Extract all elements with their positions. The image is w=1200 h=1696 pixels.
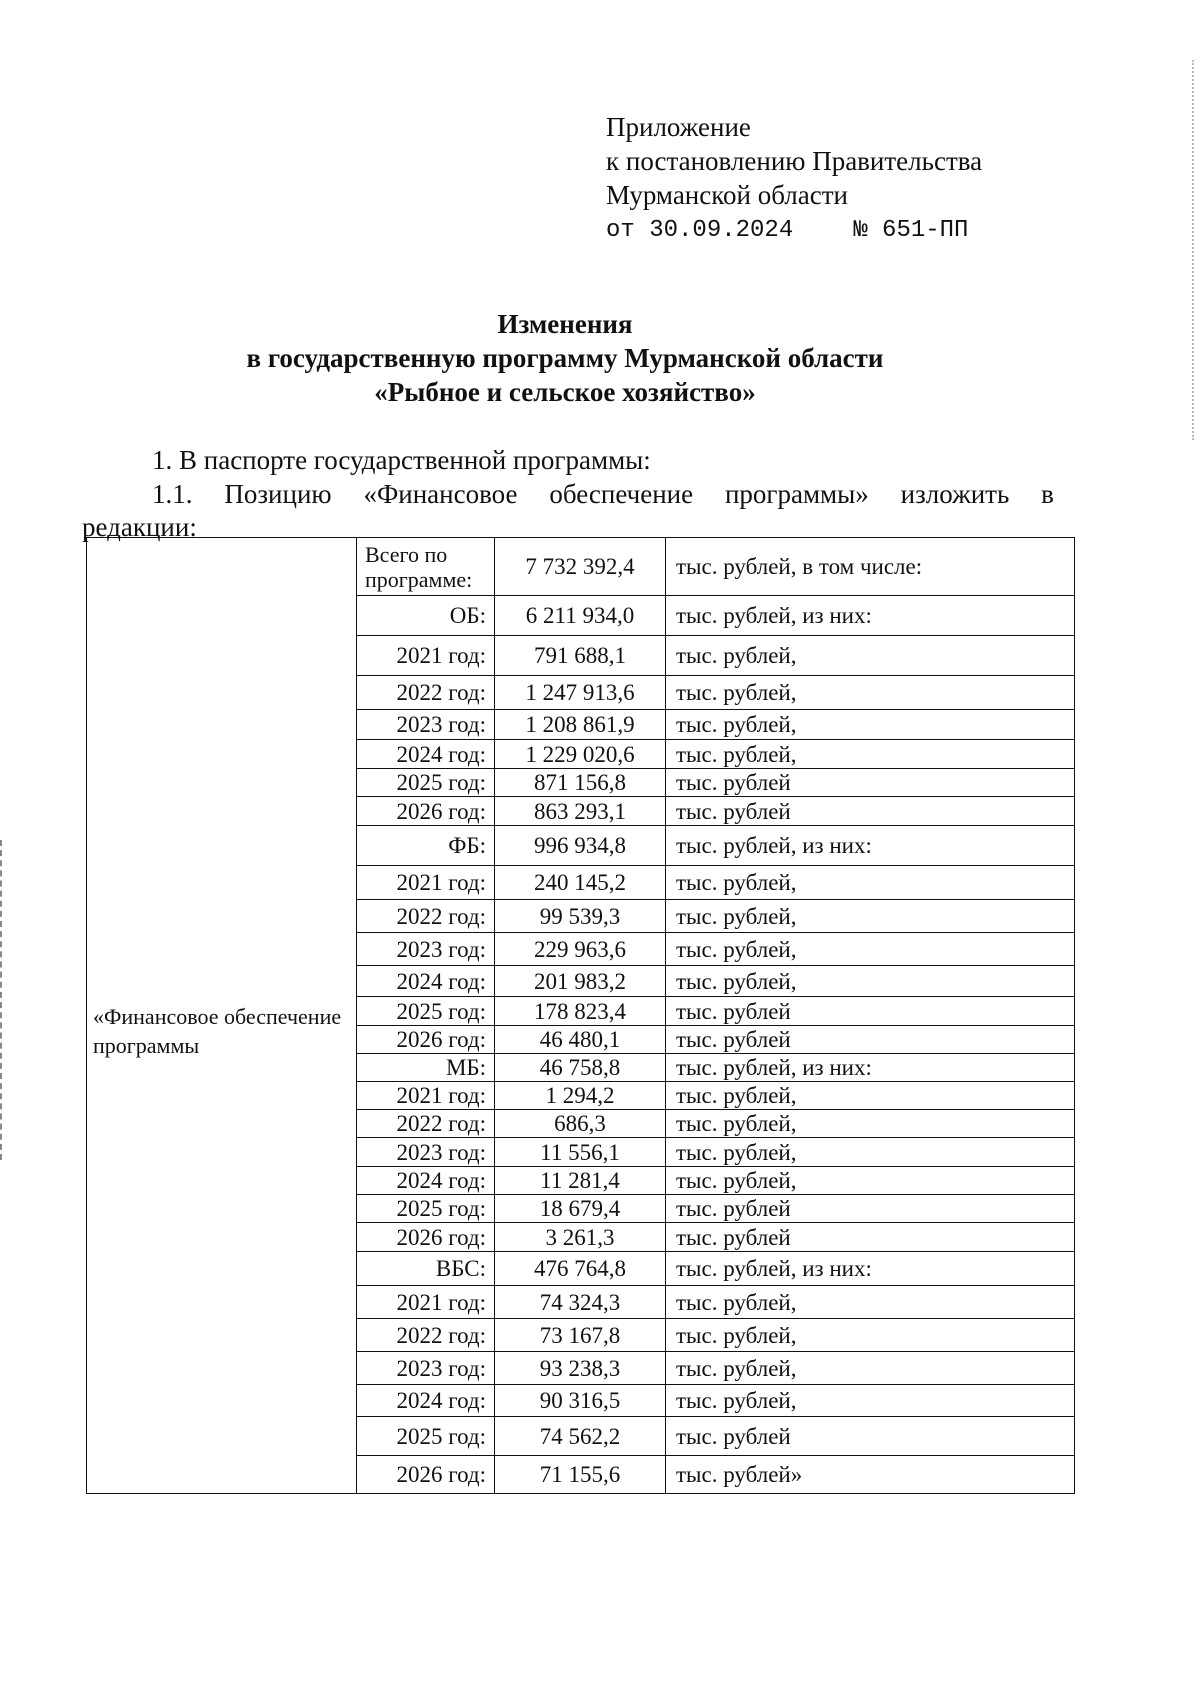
title-line-3: «Рыбное и сельское хозяйство» — [374, 377, 756, 407]
row-unit: тыс. рублей, — [666, 1167, 1075, 1195]
appendix-number: № 651-ПП — [853, 217, 969, 244]
row-unit: тыс. рублей, — [666, 1286, 1075, 1319]
row-unit: тыс. рублей — [666, 1195, 1075, 1223]
row-value: 1 294,2 — [495, 1082, 666, 1110]
row-value: 3 261,3 — [495, 1223, 666, 1252]
row-unit: тыс. рублей — [666, 1223, 1075, 1252]
appendix-date-line — [606, 214, 982, 248]
paragraph-1-1-continued: редакции: — [82, 512, 197, 542]
row-value: 11 556,1 — [495, 1138, 666, 1167]
row-unit: тыс. рублей — [666, 769, 1075, 797]
row-label: 2026 год: — [357, 1026, 495, 1054]
row-value: 11 281,4 — [495, 1167, 666, 1195]
row-value: 871 156,8 — [495, 769, 666, 797]
row-label: 2021 год: — [357, 1082, 495, 1110]
row-unit: тыс. рублей, — [666, 933, 1075, 966]
row-unit: тыс. рублей, — [666, 1385, 1075, 1417]
row-value: 46 480,1 — [495, 1026, 666, 1054]
row-unit: тыс. рублей, — [666, 710, 1075, 740]
row-value: 1 208 861,9 — [495, 710, 666, 740]
paragraph-1: 1. В паспорте государственной программы: — [152, 445, 651, 475]
row-unit: тыс. рублей, — [666, 1319, 1075, 1352]
title-line-2: в государственную программу Мурманской области — [246, 343, 884, 373]
row-unit: тыс. рублей, — [666, 636, 1075, 676]
row-unit: тыс. рублей — [666, 797, 1075, 826]
row-unit: тыс. рублей, — [666, 1110, 1075, 1138]
row-label: ФБ: — [357, 826, 495, 866]
row-unit: тыс. рублей, — [666, 966, 1075, 997]
row-label: 2021 год: — [357, 866, 495, 900]
row-label: 2021 год: — [357, 1286, 495, 1319]
row-label: 2022 год: — [357, 676, 495, 710]
row-label: 2025 год: — [357, 769, 495, 797]
row-unit: тыс. рублей — [666, 1417, 1075, 1456]
row-label: 2023 год: — [357, 933, 495, 966]
row-unit: тыс. рублей, — [666, 740, 1075, 769]
row-label: 2023 год: — [357, 1352, 495, 1385]
row-unit: тыс. рублей, — [666, 676, 1075, 710]
row-value: 99 539,3 — [495, 900, 666, 933]
appendix-line-3: Мурманской области — [606, 180, 848, 210]
row-unit: тыс. рублей, — [666, 866, 1075, 900]
appendix-line-1: Приложение — [606, 112, 751, 142]
financing-table — [86, 537, 1075, 1494]
paragraph-word: 1.1. — [152, 479, 193, 509]
row-unit: тыс. рублей, в том числе: — [666, 538, 1075, 596]
row-unit: тыс. рублей — [666, 997, 1075, 1026]
row-value: 240 145,2 — [495, 866, 666, 900]
row-unit: тыс. рублей, из них: — [666, 1054, 1075, 1082]
paragraph-word: «Финансовое — [363, 479, 518, 509]
row-label: 2022 год: — [357, 1319, 495, 1352]
row-value: 229 963,6 — [495, 933, 666, 966]
row-label: Всего по программе: — [357, 538, 495, 596]
row-label: 2022 год: — [357, 900, 495, 933]
row-unit: тыс. рублей, — [666, 1138, 1075, 1167]
row-value: 863 293,1 — [495, 797, 666, 826]
row-value: 996 934,8 — [495, 826, 666, 866]
row-label: 2024 год: — [357, 966, 495, 997]
paragraph-word: обеспечение — [549, 479, 694, 509]
position-label-cell: «Финансовое обеспечение программы — [87, 538, 357, 1494]
row-unit: тыс. рублей, — [666, 1082, 1075, 1110]
scan-edge-mark-right — [1192, 60, 1196, 440]
row-unit: тыс. рублей, из них: — [666, 596, 1075, 636]
row-unit: тыс. рублей — [666, 1026, 1075, 1054]
row-value: 18 679,4 — [495, 1195, 666, 1223]
row-label: 2024 год: — [357, 1385, 495, 1417]
row-value: 1 247 913,6 — [495, 676, 666, 710]
row-value: 476 764,8 — [495, 1252, 666, 1286]
row-label: 2021 год: — [357, 636, 495, 676]
row-label: ОБ: — [357, 596, 495, 636]
title-line-1: Изменения — [497, 309, 633, 339]
row-value: 90 316,5 — [495, 1385, 666, 1417]
table-row — [87, 538, 1075, 596]
paragraph-word: в — [1041, 479, 1054, 509]
row-label: 2025 год: — [357, 1195, 495, 1223]
appendix-line-2: к постановлению Правительства — [606, 146, 983, 176]
row-value: 7 732 392,4 — [495, 538, 666, 596]
row-value: 201 983,2 — [495, 966, 666, 997]
row-label: 2024 год: — [357, 740, 495, 769]
row-value: 74 324,3 — [495, 1286, 666, 1319]
row-value: 73 167,8 — [495, 1319, 666, 1352]
paragraph-word: Позицию — [224, 479, 332, 509]
appendix-block — [606, 110, 982, 248]
row-label: 2024 год: — [357, 1167, 495, 1195]
row-label: ВБС: — [357, 1252, 495, 1286]
row-label: 2025 год: — [357, 1417, 495, 1456]
row-value: 74 562,2 — [495, 1417, 666, 1456]
row-value: 1 229 020,6 — [495, 740, 666, 769]
row-unit: тыс. рублей, из них: — [666, 826, 1075, 866]
row-label: 2026 год: — [357, 797, 495, 826]
paragraph-word: изложить — [900, 479, 1010, 509]
row-value: 791 688,1 — [495, 636, 666, 676]
row-unit: тыс. рублей» — [666, 1456, 1075, 1494]
paragraph-word: программы» — [724, 479, 869, 509]
appendix-date: от 30.09.2024 — [606, 217, 794, 244]
row-label: 2023 год: — [357, 1138, 495, 1167]
paragraph-1-1 — [152, 477, 1054, 511]
row-unit: тыс. рублей, — [666, 1352, 1075, 1385]
row-label: МБ: — [357, 1054, 495, 1082]
row-value: 178 823,4 — [495, 997, 666, 1026]
row-label: 2023 год: — [357, 710, 495, 740]
row-label: 2026 год: — [357, 1223, 495, 1252]
row-label: 2022 год: — [357, 1110, 495, 1138]
row-unit: тыс. рублей, — [666, 900, 1075, 933]
scan-edge-mark — [0, 840, 5, 1160]
row-label: 2026 год: — [357, 1456, 495, 1494]
document-title — [0, 307, 1130, 409]
row-value: 46 758,8 — [495, 1054, 666, 1082]
row-label: 2025 год: — [357, 997, 495, 1026]
row-value: 6 211 934,0 — [495, 596, 666, 636]
row-unit: тыс. рублей, из них: — [666, 1252, 1075, 1286]
row-value: 71 155,6 — [495, 1456, 666, 1494]
row-value: 686,3 — [495, 1110, 666, 1138]
row-value: 93 238,3 — [495, 1352, 666, 1385]
